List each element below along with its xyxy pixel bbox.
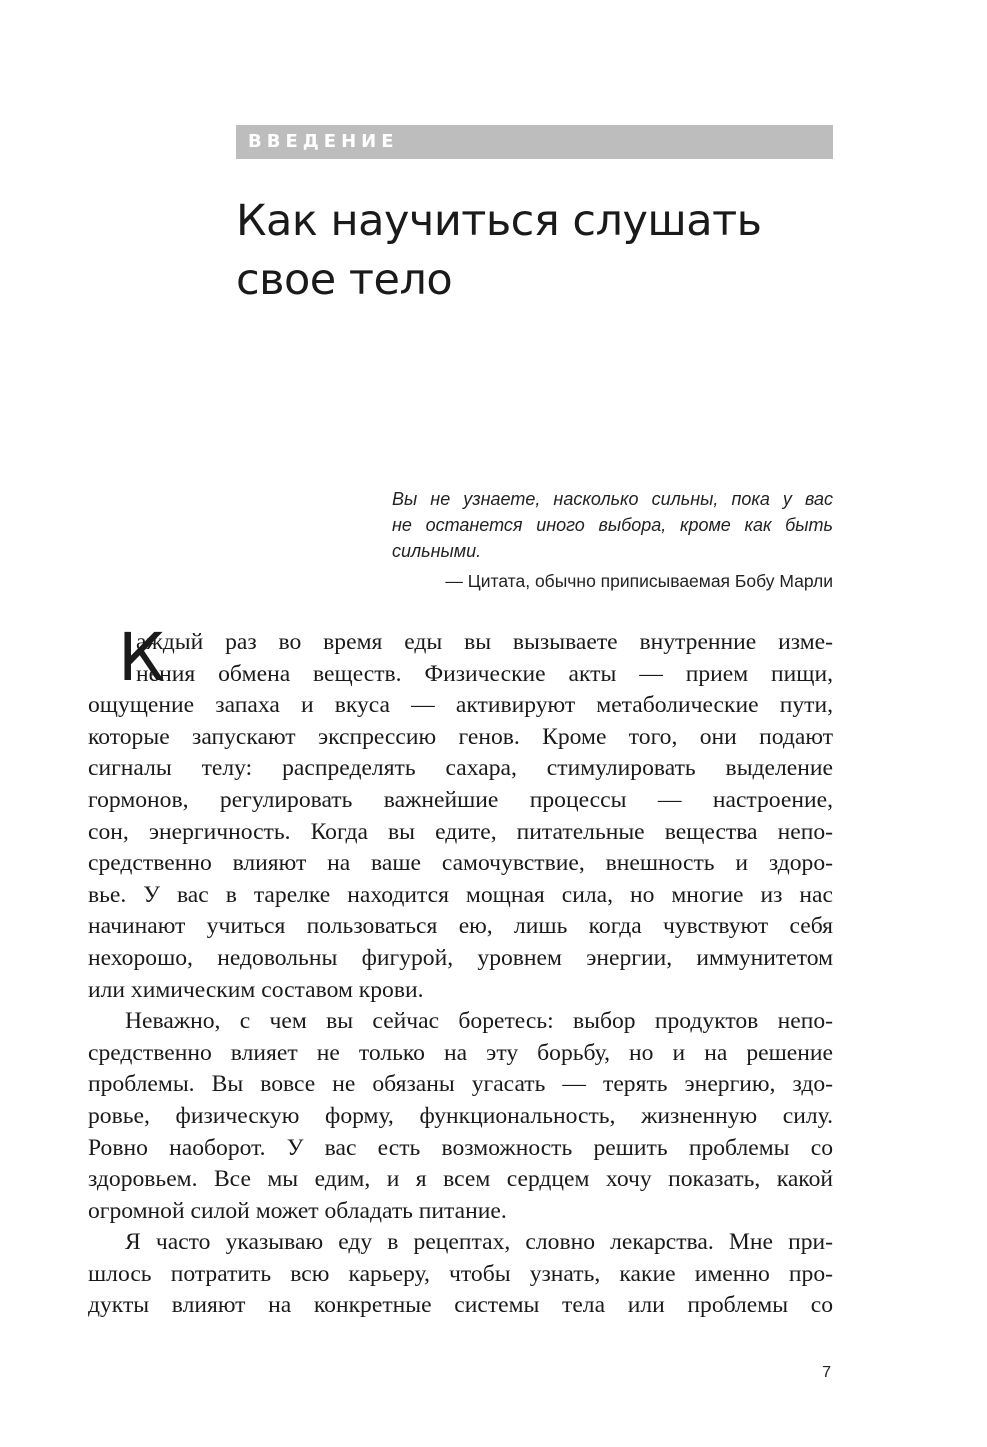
text-line: начинают учиться пользоваться ею, лишь когда чувствуют себя [88,913,833,940]
paragraph-1 [88,619,833,1006]
text-line: Ровно наоборот. У вас есть возможность решить проблемы со [88,1134,833,1161]
paragraph-2 [88,1006,833,1227]
drop-cap: К [118,619,165,696]
chapter-title [236,192,856,310]
text-line: средственно влияют на ваше самочувствие, внешность и здоро- [88,850,833,877]
text-line: ощущение запаха и вкуса — активируют метаболические пути, [88,692,833,719]
text-line: которые запускают экспрессию генов. Кроме того, они подают [88,723,833,750]
epigraph-line: Вы не узнаете, насколько сильны, пока у вас [392,489,833,509]
chapter-title-line-2: свое тело [236,255,453,305]
text-line: Я часто указываю еду в рецептах, словно лекарства. Мне при- [125,1229,833,1256]
paragraph-3 [88,1227,833,1322]
epigraph-line: не останется иного выбора, кроме как быть [392,515,833,535]
text-line: гормонов, регулировать важнейшие процессы — настроение, [88,786,833,813]
text-line: здоровьем. Все мы едим, и я всем сердцем хочу показать, какой [88,1166,833,1193]
body-text [88,619,833,1322]
text-line: или химическим составом крови. [88,976,424,1003]
epigraph [392,486,833,564]
epigraph-attribution: — Цитата, обычно приписываемая Бобу Марли [445,571,833,591]
text-line: Неважно, с чем вы сейчас боретесь: выбор продуктов непо- [125,1008,833,1035]
text-line: проблемы. Вы вовсе не обязаны угасать — терять энергию, здо- [88,1071,833,1098]
text-line: огромной силой может обладать питание. [88,1197,507,1224]
page-number: 7 [822,1364,831,1381]
text-line: шлось потратить всю карьеру, чтобы узнать, какие именно про- [88,1260,833,1287]
section-label: ВВЕДЕНИЕ [236,125,833,159]
text-line: нения обмена веществ. Физические акты — прием пищи, [136,660,833,687]
text-line: вье. У вас в тарелке находится мощная сила, но многие из нас [88,881,833,908]
text-line: средственно влияет не только на эту борьбу, но и на решение [88,1039,833,1066]
chapter-title-line-1: Как научиться слушать [236,196,762,246]
text-line: аждый раз во время еды вы вызываете внутренние изме- [136,629,833,655]
text-line: ровье, физическую форму, функциональность, жизненную силу. [88,1102,833,1129]
text-line: сон, энергичность. Когда вы едите, питательные вещества непо- [88,818,833,845]
text-line: сигналы телу: распределять сахара, стимулировать выделение [88,755,833,782]
text-line: нехорошо, недовольны фигурой, уровнем энергии, иммунитетом [88,944,833,971]
text-line: дукты влияют на конкретные системы тела или проблемы со [88,1292,833,1319]
epigraph-line: сильными. [392,541,482,561]
